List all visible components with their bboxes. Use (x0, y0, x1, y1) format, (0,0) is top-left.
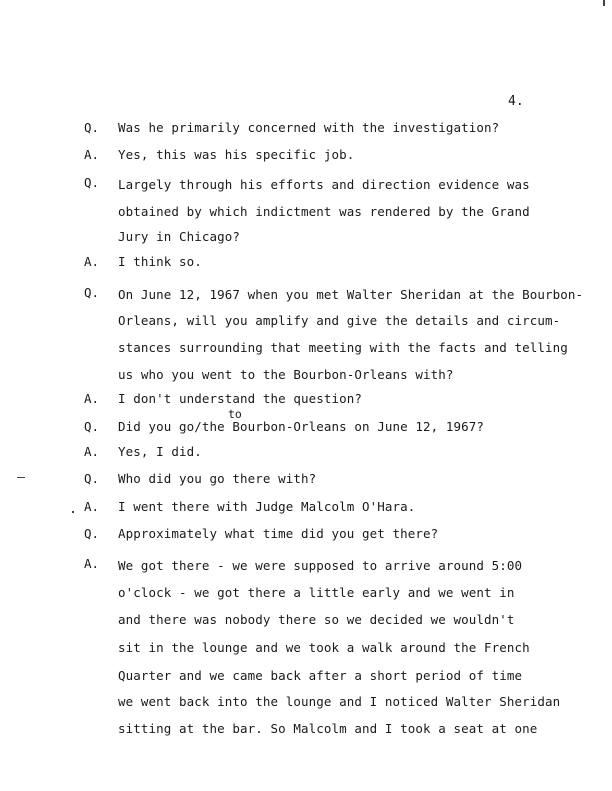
entry-label: A. (84, 391, 100, 406)
entry-label: A. (84, 147, 100, 162)
entry-line: Quarter and we came back after a short period of time (118, 668, 523, 683)
entry-line: Largely through his efforts and direction evidence was (118, 177, 530, 192)
scan-mark (17, 477, 25, 478)
entry-line: stances surrounding that meeting with the facts and telling (118, 340, 568, 355)
entry-label: Q. (84, 285, 100, 300)
entry-line: sit in the lounge and we took a walk around the French (118, 640, 530, 655)
entry-line: I don't understand the question? (118, 391, 363, 406)
entry-line: We got there - we were supposed to arrive around 5:00 (118, 558, 523, 573)
entry-label: A. (84, 254, 100, 269)
entry-line: us who you went to the Bourbon-Orleans with? (118, 367, 454, 382)
entry-line: Was he primarily concerned with the investigation? (118, 120, 500, 135)
entry-line: o'clock - we got there a little early and we went in (118, 585, 515, 600)
entry-line: obtained by which indictment was rendered by the Grand (118, 204, 530, 219)
entry-line: On June 12, 1967 when you met Walter Sheridan at the Bourbon- (118, 287, 584, 302)
entry-line: Jury in Chicago? (118, 229, 241, 244)
scan-mark (603, 0, 605, 6)
entry-line: Who did you go there with? (118, 471, 317, 486)
entry-label: Q. (84, 175, 100, 190)
page-number: 4. (508, 94, 524, 109)
entry-label: Q. (84, 471, 100, 486)
inserted-word: to (228, 407, 242, 421)
entry-label: Q. (84, 526, 100, 541)
entry-line: Did you go/the Bourbon-Orleans on June 12, 1967? (118, 419, 485, 434)
entry-label: A. (84, 556, 100, 571)
entry-line: I think so. (118, 254, 202, 269)
entry-line: we went back into the lounge and I noticed Walter Sheridan (118, 694, 561, 709)
entry-label: A. (84, 499, 100, 514)
entry-line: Orleans, will you amplify and give the details and circum- (118, 313, 561, 328)
entry-line: and there was nobody there so we decided we wouldn't (118, 612, 515, 627)
scan-mark (72, 511, 74, 513)
entry-line: Approximately what time did you get there? (118, 526, 439, 541)
entry-line: Yes, I did. (118, 444, 202, 459)
entry-line: I went there with Judge Malcolm O'Hara. (118, 499, 416, 514)
entry-label: Q. (84, 419, 100, 434)
entry-line: sitting at the bar. So Malcolm and I took a seat at one (118, 721, 538, 736)
entry-label: Q. (84, 120, 100, 135)
entry-label: A. (84, 444, 100, 459)
entry-line: Yes, this was his specific job. (118, 147, 355, 162)
